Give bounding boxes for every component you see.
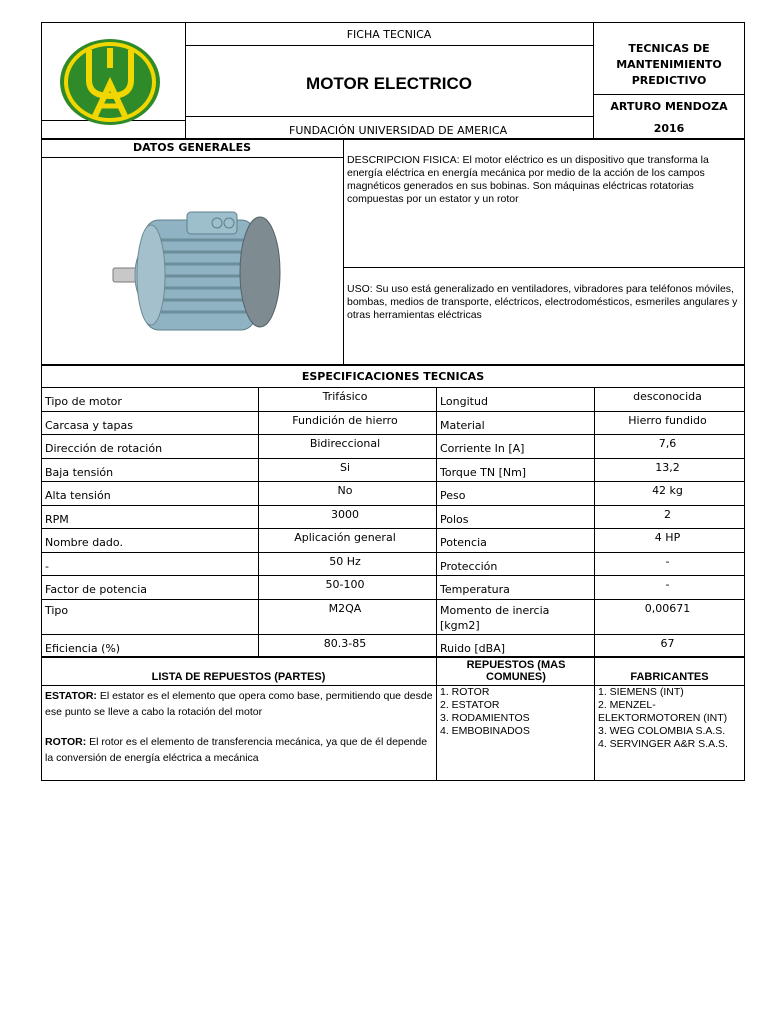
university-logo <box>59 38 161 126</box>
makers-heading: FABRICANTES <box>630 671 709 683</box>
spec-label: Alta tensión <box>45 489 111 502</box>
spec-label: Longitud <box>440 395 488 408</box>
spec-value: 4 HP <box>654 531 681 544</box>
list-item: 2. MENZEL- <box>598 699 656 711</box>
spec-value: 42 kg <box>652 484 683 497</box>
institution: FUNDACIÓN UNIVERSIDAD DE AMERICA <box>289 124 508 137</box>
spec-value: 50-100 <box>325 578 365 591</box>
page-title: MOTOR ELECTRICO <box>306 74 472 93</box>
spec-value: desconocida <box>633 390 702 403</box>
specs-heading: ESPECIFICACIONES TECNICAS <box>301 370 485 383</box>
estator-text: El estator es el elemento que opera como base, permitiendo que desde ese punto se lleve a cabo la rotación del motor <box>45 690 433 718</box>
list-item: 4. EMBOBINADOS <box>440 725 530 737</box>
spec-label: Baja tensión <box>45 466 114 479</box>
list-item: 2. ESTATOR <box>440 699 500 711</box>
doc-type: FICHA TECNICA <box>346 28 432 41</box>
spec-label: Momento de inercia [kgm2] <box>440 604 550 632</box>
department: TECNICAS DE MANTENIMIENTO PREDICTIVO <box>616 42 722 87</box>
spec-value: Trifásico <box>322 390 368 403</box>
spec-label: Protección <box>440 560 498 573</box>
spec-label: Temperatura <box>440 583 510 596</box>
electric-motor-icon <box>105 190 285 340</box>
spec-label: Factor de potencia <box>45 583 148 596</box>
list-item: 1. ROTOR <box>440 686 490 698</box>
spec-label: Tipo de motor <box>45 395 122 408</box>
spec-label: Eficiencia (%) <box>45 642 121 655</box>
spec-label: Ruido [dBA] <box>440 642 506 655</box>
spec-value: 2 <box>664 508 671 521</box>
spec-label: - <box>45 560 49 573</box>
spec-label: Carcasa y tapas <box>45 419 133 432</box>
spec-value: - <box>665 555 670 568</box>
university-logo-icon <box>59 38 161 126</box>
spec-label: Tipo <box>45 604 69 617</box>
spec-value: M2QA <box>328 602 362 615</box>
estator-paragraph <box>45 688 433 720</box>
spec-label: Polos <box>440 513 469 526</box>
spec-label: Nombre dado. <box>45 536 123 549</box>
spec-value: - <box>665 578 670 591</box>
list-item: 3. WEG COLOMBIA S.A.S. <box>598 725 726 737</box>
spec-value: 7,6 <box>658 437 677 450</box>
spec-value: 80.3-85 <box>323 637 367 650</box>
motor-image <box>105 190 285 340</box>
author: ARTURO MENDOZA <box>610 100 728 113</box>
common-parts-list <box>440 686 590 738</box>
general-heading: DATOS GENERALES <box>132 141 252 154</box>
list-item: 3. RODAMIENTOS <box>440 712 530 724</box>
spec-value: 67 <box>660 637 675 650</box>
list-item: 4. SERVINGER A&R S.A.S. <box>598 738 728 750</box>
spec-value: 50 Hz <box>329 555 361 568</box>
usage-description: USO: Su uso está generalizado en ventiladores, vibradores para teléfonos móviles, bombas, medios de transporte, eléctricos, electrodomésticos, esmeriles angulares y otras herramientas eléctricas <box>347 283 738 321</box>
list-item: ELEKTORMOTOREN (INT) <box>598 712 728 724</box>
spec-label: Torque TN [Nm] <box>440 466 527 479</box>
spec-value: Bidireccional <box>309 437 381 450</box>
rotor-text: El rotor es el elemento de transferencia mecánica, ya que de él depende la conversión de energía eléctrica a mecánica <box>45 736 428 764</box>
spec-value: Si <box>339 461 351 474</box>
year: 2016 <box>653 122 685 135</box>
parts-list-heading: LISTA DE REPUESTOS (PARTES) <box>151 671 326 683</box>
spec-value: Aplicación general <box>294 531 396 544</box>
common-parts-heading: REPUESTOS (MAS COMUNES) <box>466 659 566 683</box>
rotor-label: ROTOR: <box>45 736 87 748</box>
spec-label: Material <box>440 419 485 432</box>
spec-value: Fundición de hierro <box>292 414 398 427</box>
spec-label: Peso <box>440 489 466 502</box>
spec-value: Hierro fundido <box>628 414 707 427</box>
estator-label: ESTATOR: <box>45 690 97 702</box>
list-item: 1. SIEMENS (INT) <box>598 686 684 698</box>
rotor-paragraph <box>45 734 433 766</box>
spec-label: Potencia <box>440 536 487 549</box>
makers-list <box>598 686 744 751</box>
spec-label: RPM <box>45 513 69 526</box>
spec-value: 0,00671 <box>644 602 691 615</box>
spec-value: No <box>337 484 353 497</box>
spec-label: Dirección de rotación <box>45 442 163 455</box>
physical-description: DESCRIPCION FISICA: El motor eléctrico es un dispositivo que transforma la energía eléctrica en energía mecánica por medio de la acción de los campos magnéticos generados en sus bobinas. Son máquinas eléctricas rotatorias compuestas por un estator y un rotor <box>347 154 709 205</box>
spec-value: 13,2 <box>655 461 680 474</box>
spec-value: 3000 <box>331 508 359 521</box>
spec-label: Corriente In [A] <box>440 442 525 455</box>
